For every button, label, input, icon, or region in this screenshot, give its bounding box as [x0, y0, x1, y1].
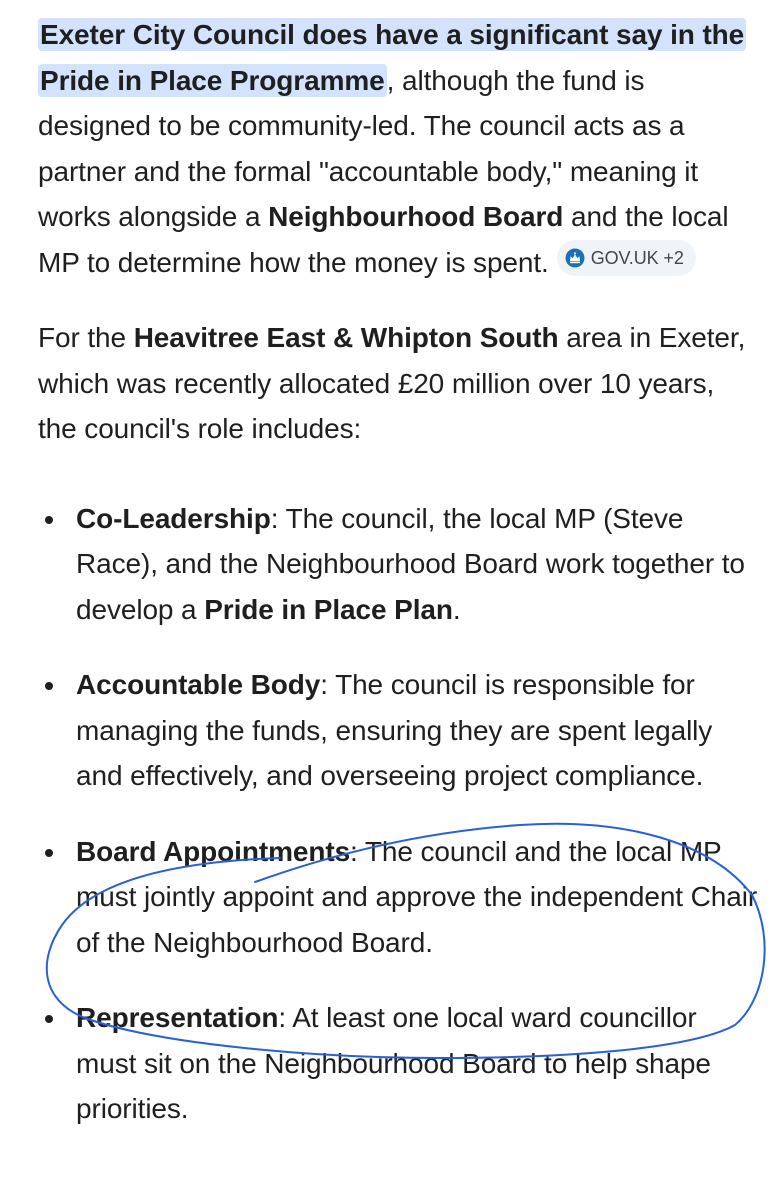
source-chip-label: GOV.UK +2: [590, 247, 684, 268]
role-end: .: [452, 593, 461, 625]
response-content: [38, 12, 758, 1162]
role-title: Board Appointments: [76, 835, 351, 867]
area-suffix: area in Exeter, which was recently allocated £20 million over 10 years, the council's role includes:: [38, 322, 746, 444]
role-text: : The council, the local MP (Steve Race), and the Neighbourhood Board work together to develop a: [76, 502, 745, 625]
list-item: [38, 829, 758, 966]
area-prefix: For the: [38, 322, 134, 353]
role-title: Accountable Body: [76, 669, 321, 700]
role-bold-tail: Pride in Place Plan: [204, 593, 453, 625]
area-name: Heavitree East & Whipton South: [133, 322, 559, 353]
role-title: Representation: [76, 1002, 279, 1033]
source-chip[interactable]: [557, 240, 696, 276]
intro-paragraph: [38, 12, 758, 285]
role-title: Co-Leadership: [76, 502, 271, 534]
neighbourhood-board-bold: Neighbourhood Board: [268, 201, 564, 232]
role-text: : At least one local ward councillor must sit on the Neighbourhood Board to help shape priorities.: [76, 1002, 711, 1124]
intro-text: , although the fund is designed to be community-led. The council acts as a partner and the formal "accountable body," meaning it works alongside a: [38, 64, 699, 232]
highlighted-statement[interactable]: Exeter City Council does have a significant say in the Pride in Place Programme: [40, 19, 745, 96]
role-text: : The council is responsible for managing the funds, ensuring they are spent legally and effectively, and overseeing project compliance.: [76, 669, 713, 791]
list-item: [38, 995, 758, 1132]
role-text: : The council and the local MP must jointly appoint and approve the independent Chair of the Neighbourhood Board.: [76, 835, 758, 958]
list-item: [38, 662, 758, 799]
list-item: [38, 496, 758, 633]
intro-tail: and the local MP to determine how the money is spent.: [38, 201, 729, 278]
roles-list: [38, 496, 758, 1132]
area-paragraph: [38, 315, 758, 452]
crown-icon: [565, 248, 585, 268]
